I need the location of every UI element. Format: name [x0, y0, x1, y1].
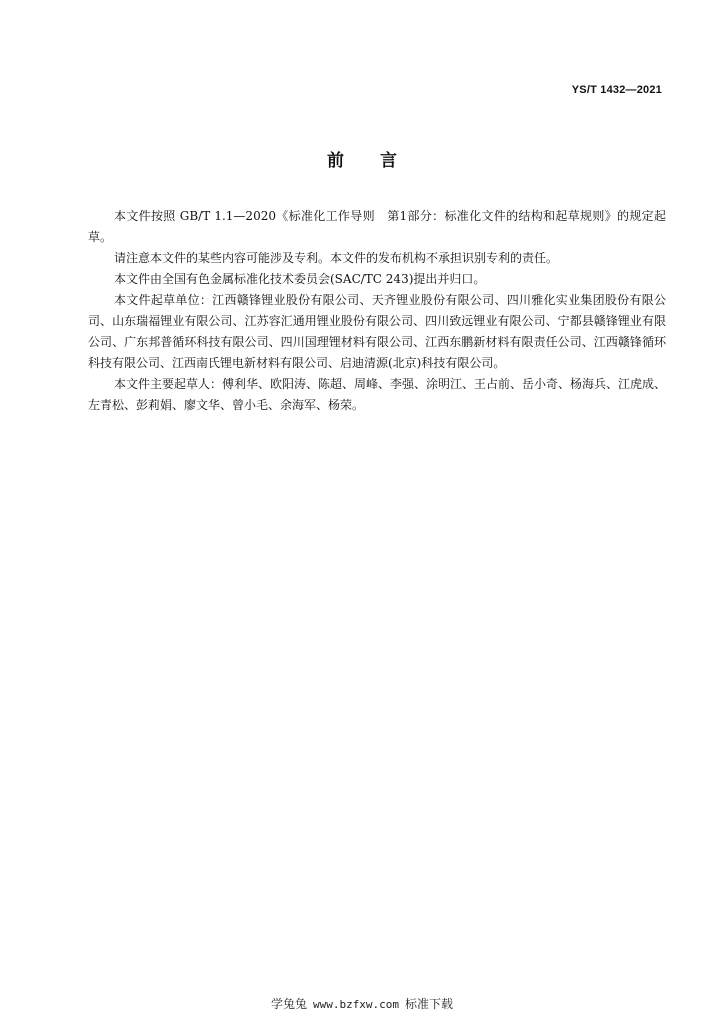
document-code: YS/T 1432—2021 — [571, 84, 662, 96]
footer-watermark — [0, 995, 724, 1012]
page-title — [0, 146, 724, 171]
footer-url: www.bzfxw.com — [312, 998, 400, 1011]
paragraph-patent-notice: 请注意本文件的某些内容可能涉及专利。本文件的发布机构不承担识别专利的责任。 — [114, 251, 559, 265]
paragraph-drafting-basis: 本文件按照 GB/T 1.1—2020《标准化工作导则 第1部分：标准化文件的结构和起草规则》的规定起草。 — [88, 209, 666, 244]
footer-tagline: 标准下载 — [405, 997, 454, 1011]
title-char-1: 前 — [327, 151, 344, 171]
paragraph-proposer: 本文件由全国有色金属标准化技术委员会(SAC/TC 243)提出并归口。 — [114, 272, 486, 286]
footer-site-name: 学兔兔 — [270, 997, 307, 1011]
paragraph-main-drafters: 本文件主要起草人：傅利华、欧阳涛、陈超、周峰、李强、涂明江、王占前、岳小奇、杨海兵、江虎成、左青松、彭莉娟、廖文华、曾小毛、余海军、杨荣。 — [88, 377, 667, 412]
foreword-body — [88, 206, 666, 416]
title-char-2: 言 — [380, 151, 397, 171]
paragraph-drafting-units: 本文件起草单位：江西赣锋锂业股份有限公司、天齐锂业股份有限公司、四川雅化实业集团股份有限公司、山东瑞福锂业有限公司、江苏容汇通用锂业股份有限公司、四川致远锂业有限公司、宁都县赣锋锂业有限公司、广东邦普循环科技有限公司、四川国理锂材料有限公司、江西东鹏新材料有限责任公司、江西赣锋循环科技有限公司、江西南氏锂电新材料有限公司、启迪清源(北京)科技有限公司。 — [88, 293, 666, 370]
